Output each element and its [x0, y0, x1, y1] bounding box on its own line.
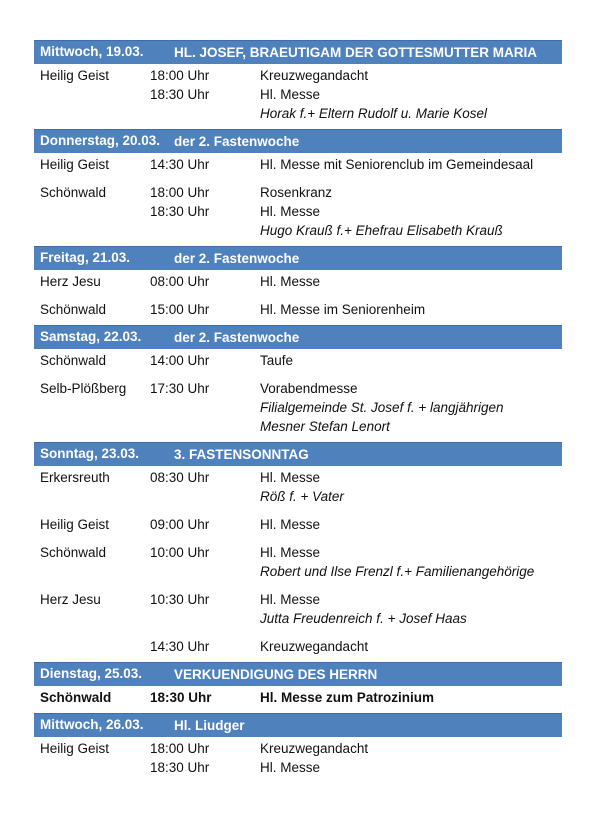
entry-time: 08:00 Uhr [150, 274, 210, 289]
event-text: Taufe [260, 353, 294, 368]
entry-descriptions [260, 688, 562, 707]
entry-time: 08:30 Uhr [150, 470, 210, 485]
event-text: Kreuzwegandacht [260, 639, 369, 654]
entry-descriptions [260, 183, 562, 240]
entry-time: 10:30 Uhr [150, 592, 210, 607]
entry-location [40, 637, 150, 656]
intention-text: Röß f. + Vater [260, 489, 344, 504]
entry-time [150, 398, 260, 417]
entry-times [150, 543, 260, 581]
event-text: Hl. Messe [260, 204, 321, 219]
day-header [34, 713, 562, 737]
schedule-entry [34, 466, 562, 506]
entry-descriptions [260, 155, 562, 174]
day-section [34, 713, 562, 777]
entry-times [150, 515, 260, 534]
entry-times [150, 468, 260, 506]
day-date: Dienstag, 25.03. [40, 666, 143, 681]
day-title: der 2. Fastenwoche [174, 134, 300, 149]
entry-descriptions [260, 590, 562, 628]
entry-location: Schönwald [40, 545, 107, 560]
entry-time [150, 104, 260, 123]
day-title: Hl. Liudger [174, 718, 245, 733]
schedule-entry [34, 377, 562, 436]
event-text: Hl. Messe [260, 274, 321, 289]
entry-descriptions [260, 543, 562, 581]
event-text: Hl. Messe zum Patrozinium [260, 690, 435, 705]
entry-time: 14:30 Uhr [150, 157, 210, 172]
day-date: Samstag, 22.03. [40, 329, 142, 344]
event-text: Hl. Messe [260, 760, 321, 775]
schedule-entry [34, 64, 562, 123]
day-section [34, 662, 562, 707]
day-header [34, 246, 562, 270]
day-title: HL. JOSEF, BRAEUTIGAM DER GOTTESMUTTER MARIA [174, 45, 538, 60]
schedule-entry [34, 349, 562, 370]
entry-time: 18:00 Uhr [150, 185, 210, 200]
entry-location: Heilig Geist [40, 68, 110, 83]
entry-time [150, 417, 260, 436]
entry-time: 18:30 Uhr [150, 204, 210, 219]
entry-times [150, 66, 260, 123]
entry-location: Erkersreuth [40, 470, 110, 485]
day-section [34, 325, 562, 436]
entry-times [150, 739, 260, 777]
event-text: Hl. Messe [260, 470, 321, 485]
entry-descriptions [260, 468, 562, 506]
entry-descriptions [260, 739, 562, 777]
entry-location: Herz Jesu [40, 274, 101, 289]
day-title: der 2. Fastenwoche [174, 251, 300, 266]
entry-time: 14:00 Uhr [150, 353, 210, 368]
entry-time: 18:00 Uhr [150, 68, 210, 83]
day-date: Donnerstag, 20.03. [40, 133, 161, 148]
entry-time: 15:00 Uhr [150, 302, 210, 317]
entry-times [150, 272, 260, 291]
entry-times [150, 300, 260, 319]
event-text: Kreuzwegandacht [260, 68, 369, 83]
entry-times [150, 183, 260, 240]
schedule-entry [34, 737, 562, 777]
entry-time [150, 487, 260, 506]
entry-location: Heilig Geist [40, 517, 110, 532]
entry-times [150, 351, 260, 370]
event-text: Hl. Messe [260, 87, 321, 102]
entry-times [150, 590, 260, 628]
day-title: VERKUENDIGUNG DES HERRN [174, 667, 378, 682]
day-date: Mittwoch, 19.03. [40, 44, 144, 59]
entry-time: 18:30 Uhr [150, 690, 212, 705]
day-header [34, 40, 562, 64]
entry-time [150, 562, 260, 581]
event-text: Kreuzwegandacht [260, 741, 369, 756]
entry-location: Schönwald [40, 353, 107, 368]
intention-text: Robert und Ilse Frenzl f.+ Familienangehörige [260, 564, 535, 579]
day-section [34, 40, 562, 123]
entry-time [150, 221, 260, 240]
entry-descriptions [260, 351, 562, 370]
entry-descriptions [260, 66, 562, 123]
entry-time: 09:00 Uhr [150, 517, 210, 532]
day-section [34, 129, 562, 240]
schedule-entry [34, 513, 562, 534]
intention-text: Mesner Stefan Lenort [260, 419, 390, 434]
entry-location: Schönwald [40, 302, 107, 317]
entry-times [150, 637, 260, 656]
intention-text: Filialgemeinde St. Josef f. + langjährigen [260, 400, 504, 415]
day-header [34, 442, 562, 466]
schedule-entry [34, 298, 562, 319]
entry-descriptions [260, 300, 562, 319]
entry-time: 17:30 Uhr [150, 381, 210, 396]
event-text: Hl. Messe [260, 592, 321, 607]
entry-time: 10:00 Uhr [150, 545, 210, 560]
schedule-entry [34, 686, 562, 707]
event-text: Hl. Messe mit Seniorenclub im Gemeindesaal [260, 157, 534, 172]
entry-time: 18:30 Uhr [150, 87, 210, 102]
day-date: Mittwoch, 26.03. [40, 717, 144, 732]
day-title: der 2. Fastenwoche [174, 330, 300, 345]
event-text: Hl. Messe [260, 545, 321, 560]
schedule-entry [34, 635, 562, 656]
day-title: 3. FASTENSONNTAG [174, 447, 309, 462]
schedule-entry [34, 541, 562, 581]
church-schedule [34, 40, 562, 783]
event-text: Hl. Messe [260, 517, 321, 532]
day-header [34, 662, 562, 686]
entry-times [150, 155, 260, 174]
schedule-entry [34, 588, 562, 628]
entry-descriptions [260, 379, 562, 436]
schedule-entry [34, 270, 562, 291]
entry-time: 18:00 Uhr [150, 741, 210, 756]
entry-location: Selb-Plößberg [40, 381, 127, 396]
entry-time [150, 609, 260, 628]
event-text: Rosenkranz [260, 185, 333, 200]
entry-time: 18:30 Uhr [150, 760, 210, 775]
entry-location: Herz Jesu [40, 592, 101, 607]
day-section [34, 442, 562, 656]
day-date: Sonntag, 23.03. [40, 446, 140, 461]
entry-location: Schönwald [40, 690, 112, 705]
entry-times [150, 379, 260, 436]
entry-location: Heilig Geist [40, 741, 110, 756]
entry-time: 14:30 Uhr [150, 639, 210, 654]
intention-text: Jutta Freudenreich f. + Josef Haas [260, 611, 467, 626]
day-header [34, 325, 562, 349]
intention-text: Hugo Krauß f.+ Ehefrau Elisabeth Krauß [260, 223, 503, 238]
intention-text: Horak f.+ Eltern Rudolf u. Marie Kosel [260, 106, 487, 121]
entry-times [150, 688, 260, 707]
schedule-entry [34, 181, 562, 240]
event-text: Hl. Messe im Seniorenheim [260, 302, 426, 317]
entry-descriptions [260, 515, 562, 534]
schedule-entry [34, 153, 562, 174]
entry-descriptions [260, 272, 562, 291]
entry-location: Schönwald [40, 185, 107, 200]
entry-descriptions [260, 637, 562, 656]
day-header [34, 129, 562, 153]
entry-location: Heilig Geist [40, 157, 110, 172]
day-section [34, 246, 562, 319]
event-text: Vorabendmesse [260, 381, 358, 396]
day-date: Freitag, 21.03. [40, 250, 131, 265]
